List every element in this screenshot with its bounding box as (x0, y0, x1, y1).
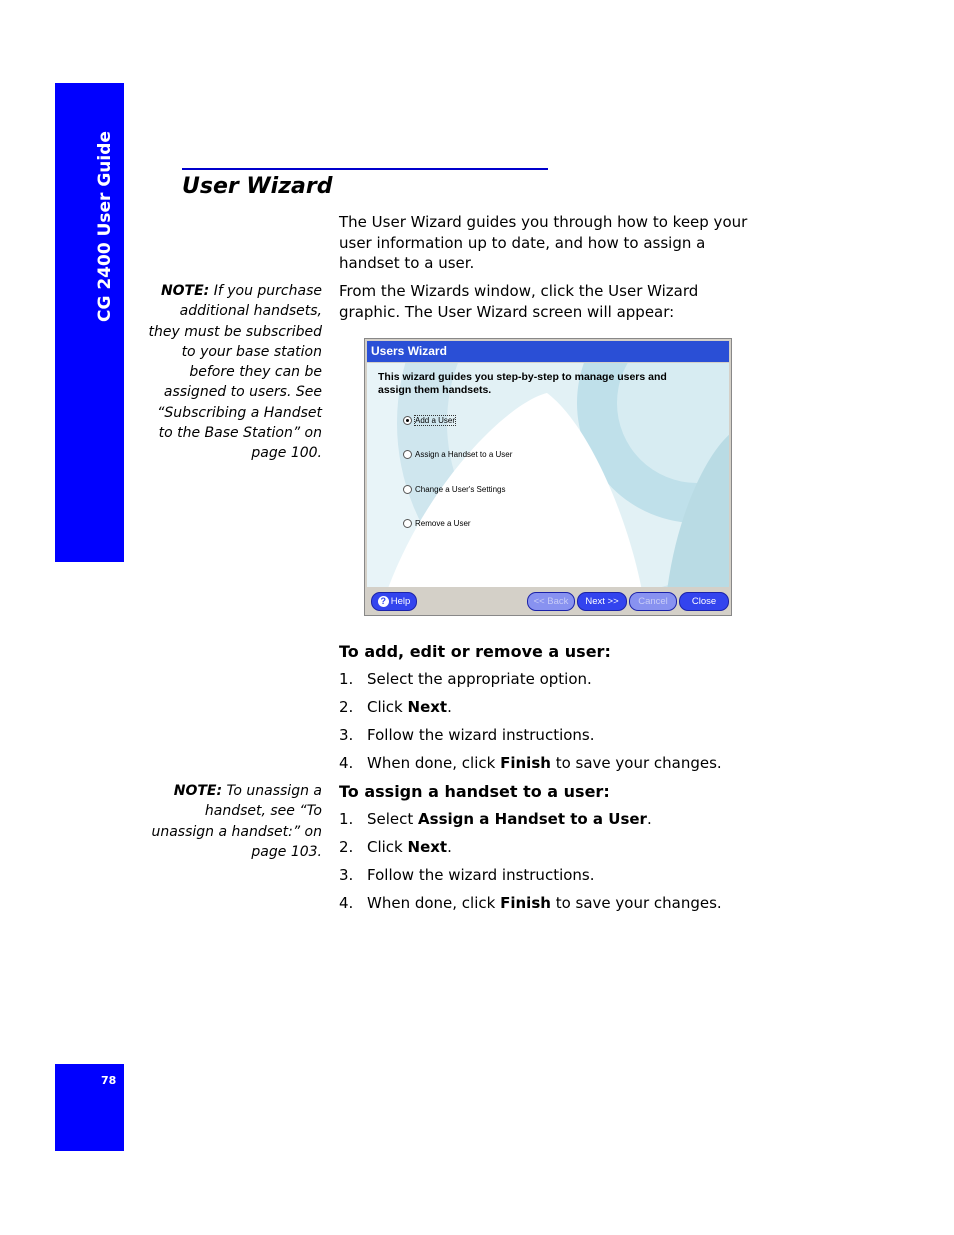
step-text: Follow the wizard instructions. (367, 726, 595, 744)
step-text: . (447, 698, 452, 716)
step-text: Follow the wizard instructions. (367, 866, 595, 884)
radio-icon (403, 450, 412, 459)
option-remove-user[interactable] (403, 519, 471, 528)
step-text: . (646, 810, 652, 828)
note-label: NOTE: (173, 783, 223, 799)
step-bold: Next (407, 698, 448, 716)
step-text: Click (367, 698, 408, 716)
step-text: Click (367, 838, 408, 856)
wizard-body (367, 363, 729, 587)
note-subscribe (147, 281, 322, 464)
assign-heading: To assign a handset to a user: (339, 782, 610, 801)
note-unassign (147, 781, 322, 862)
step-number: 3. (339, 866, 354, 884)
intro-paragraph: The User Wizard guides you through how to keep your user information up to date, and how to assign a handset to a user. (339, 213, 748, 272)
step-text: . (447, 838, 452, 856)
wizards-paragraph: From the Wizards window, click the User Wizard graphic. The User Wizard screen will appear: (339, 282, 699, 321)
step-number: 2. (339, 698, 354, 716)
step-bold: Finish (500, 754, 551, 772)
list-item (339, 866, 595, 884)
step-text: When done, click (367, 894, 501, 912)
step-text: to save your changes. (550, 754, 722, 772)
option-label: Add a User (415, 416, 456, 425)
option-change-settings[interactable] (403, 485, 505, 494)
guide-title: CG 2400 User Guide (95, 131, 115, 322)
list-item (339, 754, 722, 772)
step-number: 1. (339, 810, 354, 828)
radio-selected-icon (403, 416, 412, 425)
option-assign-handset[interactable] (403, 450, 512, 459)
note-label: NOTE: (160, 283, 210, 299)
step-text: Select the appropriate option. (367, 670, 592, 688)
section-title: User Wizard (182, 174, 333, 199)
step-number: 4. (339, 754, 354, 772)
help-label: Help (390, 596, 411, 607)
back-button[interactable]: << Back (527, 592, 575, 611)
help-button[interactable] (371, 592, 417, 611)
next-button[interactable]: Next >> (577, 592, 627, 611)
cancel-button[interactable]: Cancel (629, 592, 677, 611)
option-label: Remove a User (415, 519, 471, 528)
option-add-user[interactable] (403, 416, 455, 425)
step-text: Select (367, 810, 419, 828)
note-text: To unassign a handset, see “To unassign a handset:” on page 103. (151, 783, 322, 860)
users-wizard-screenshot (364, 338, 732, 616)
step-number: 2. (339, 838, 354, 856)
step-bold: Finish (500, 894, 551, 912)
option-label: Assign a Handset to a User (415, 450, 513, 459)
note-text: If you purchase additional handsets, they must be subscribed to your base station before they can be assigned to users. See “Subscribing a Handset to the Base Station” on page 100. (148, 283, 322, 462)
help-icon: ? (378, 596, 389, 607)
add-edit-heading: To add, edit or remove a user: (339, 642, 611, 661)
step-text: to save your changes. (550, 894, 722, 912)
step-number: 1. (339, 670, 354, 688)
wizard-title-bar: Users Wizard (367, 341, 729, 362)
list-item (339, 838, 452, 856)
step-number: 4. (339, 894, 354, 912)
option-label: Change a User's Settings (415, 485, 506, 494)
list-item (339, 726, 595, 744)
wizard-intro-text: This wizard guides you step-by-step to manage users and assign them handsets. (378, 371, 667, 396)
step-text: When done, click (367, 754, 501, 772)
close-button[interactable]: Close (679, 592, 729, 611)
heading-rule (182, 168, 548, 170)
list-item (339, 894, 722, 912)
step-bold: Assign a Handset to a User (418, 810, 647, 828)
list-item (339, 810, 652, 828)
wizard-button-bar (367, 589, 729, 613)
step-bold: Next (407, 838, 448, 856)
radio-icon (403, 519, 412, 528)
step-number: 3. (339, 726, 354, 744)
list-item (339, 670, 592, 688)
radio-icon (403, 485, 412, 494)
page-number: 78 (101, 1074, 117, 1087)
list-item (339, 698, 452, 716)
